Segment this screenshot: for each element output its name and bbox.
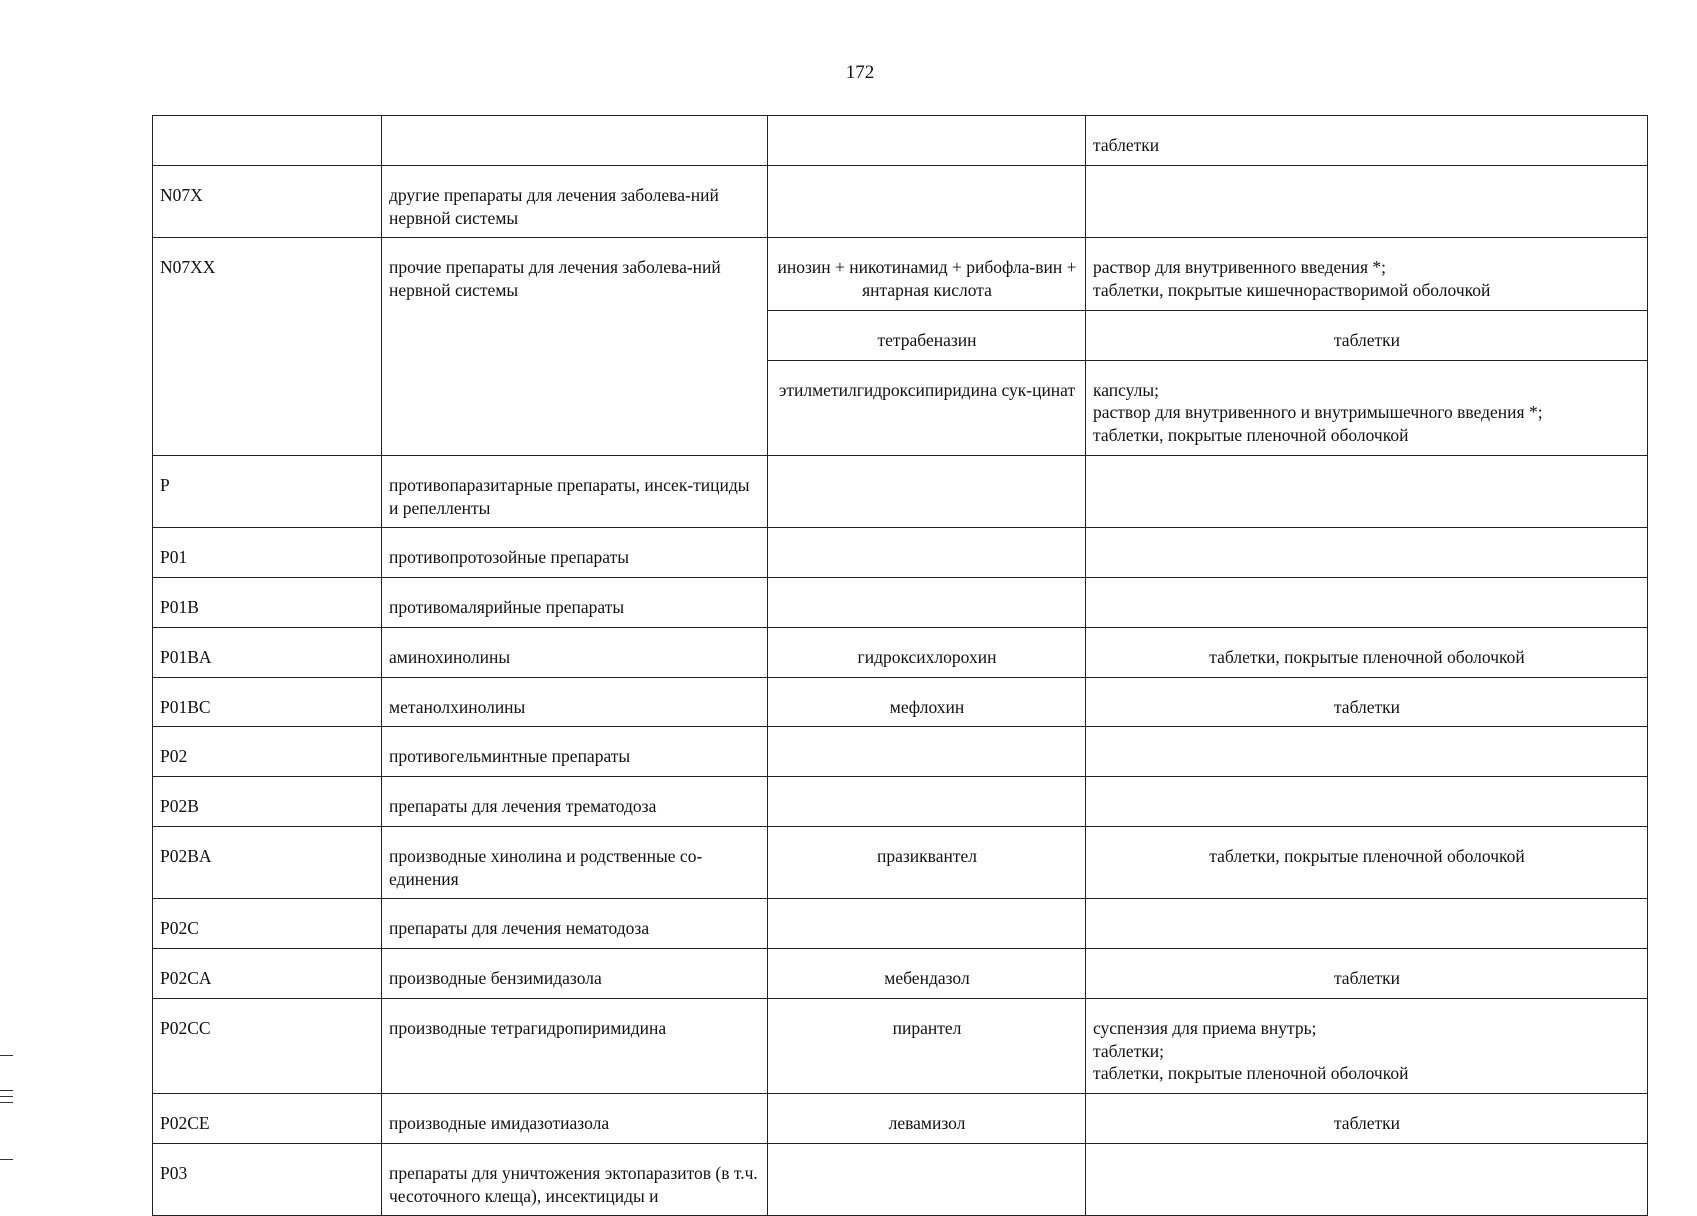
dosage-forms-cell — [1086, 1094, 1648, 1144]
drug-name-cell — [768, 777, 1086, 827]
atc-code-cell: P02CE — [153, 1094, 382, 1144]
dosage-forms-cell — [1086, 360, 1648, 455]
dosage-forms-cell — [1086, 727, 1648, 777]
dosage-form: таблетки — [1333, 696, 1401, 717]
dosage-forms-cell — [1086, 578, 1648, 628]
drug-name-cell: гидроксихлорохин — [768, 627, 1086, 677]
group-name-cell — [382, 116, 768, 166]
table-row — [153, 677, 1648, 727]
dosage-forms-cell — [1086, 777, 1648, 827]
group-name-cell: производные тетрагидропиримидина — [382, 998, 768, 1093]
table-row — [153, 1143, 1648, 1216]
atc-code-cell: P02BA — [153, 826, 382, 899]
dosage-forms-cell — [1086, 627, 1648, 677]
drug-name-cell — [768, 1143, 1086, 1216]
dosage-form: раствор для внутривенного и внутримышечного введения *; — [1093, 402, 1543, 423]
table-row — [153, 998, 1648, 1093]
atc-code-cell: P01B — [153, 578, 382, 628]
table-row — [153, 826, 1648, 899]
dosage-forms-cell — [1086, 455, 1648, 528]
dosage-form: таблетки — [1333, 968, 1401, 988]
drug-name-cell: этилметилгидроксипиридина сук-цинат — [768, 360, 1086, 455]
dosage-forms-cell — [1086, 998, 1648, 1093]
table-row — [153, 627, 1648, 677]
dosage-forms-cell — [1086, 677, 1648, 727]
dosage-forms-cell — [1086, 826, 1648, 899]
dosage-forms-cell — [1086, 1143, 1648, 1216]
atc-code-cell: P — [153, 455, 382, 528]
dosage-forms-cell — [1086, 899, 1648, 949]
group-name-cell: производные имидазотиазола — [382, 1094, 768, 1144]
dosage-forms-cell — [1086, 238, 1648, 311]
drug-name-cell: мефлохин — [768, 677, 1086, 727]
dosage-form: таблетки, покрытые пленочной оболочкой — [1209, 646, 1525, 667]
atc-code-cell: P03 — [153, 1143, 382, 1216]
group-name-cell: метанолхинолины — [382, 677, 768, 727]
group-name-cell: производные хинолина и родственные со-единения — [382, 826, 768, 899]
table-row — [153, 455, 1648, 528]
atc-code-cell: P01BC — [153, 677, 382, 727]
dosage-form: таблетки, покрытые кишечнорастворимой оболочкой — [1093, 280, 1491, 300]
table-row — [153, 116, 1648, 166]
atc-code-cell — [153, 116, 382, 166]
drug-name-cell: мебендазол — [768, 949, 1086, 999]
table-row — [153, 949, 1648, 999]
group-name-cell: противопаразитарные препараты, инсек-тициды и репелленты — [382, 455, 768, 528]
group-name-cell: противомалярийные препараты — [382, 578, 768, 628]
table-row — [153, 777, 1648, 827]
group-name-cell: противогельминтные препараты — [382, 727, 768, 777]
table-row — [153, 899, 1648, 949]
atc-code-cell: P02CC — [153, 998, 382, 1093]
drug-name-cell — [768, 727, 1086, 777]
dosage-form: таблетки, покрытые пленочной оболочкой — [1093, 425, 1409, 445]
dosage-forms-cell — [1086, 528, 1648, 578]
dosage-form: капсулы; — [1093, 379, 1160, 400]
atc-code-cell: P02CA — [153, 949, 382, 999]
atc-code-cell: P02B — [153, 777, 382, 827]
drug-name-cell: пирантел — [768, 998, 1086, 1093]
dosage-form: таблетки, покрытые пленочной оболочкой — [1209, 845, 1525, 866]
dosage-form: таблетки — [1333, 1113, 1401, 1133]
atc-code-cell: N07XX — [153, 238, 382, 456]
table-row — [153, 578, 1648, 628]
group-name-cell: препараты для лечения трематодоза — [382, 777, 768, 827]
drug-name-cell — [768, 165, 1086, 238]
atc-code-cell: N07X — [153, 165, 382, 238]
group-name-cell: прочие препараты для лечения заболева-ний нервной системы — [382, 238, 768, 456]
page-number: 172 — [845, 62, 875, 83]
drug-name-cell: тетрабеназин — [768, 310, 1086, 360]
group-name-cell: препараты для лечения нематодоза — [382, 899, 768, 949]
dosage-forms-cell — [1086, 116, 1648, 166]
group-name-cell: аминохинолины — [382, 627, 768, 677]
dosage-forms-cell — [1086, 949, 1648, 999]
dosage-form: раствор для внутривенного введения *; — [1093, 257, 1387, 278]
table-row — [153, 727, 1648, 777]
table-row — [153, 238, 1648, 311]
dosage-form: таблетки — [1093, 135, 1160, 155]
drug-name-cell — [768, 899, 1086, 949]
drug-name-cell: левамизол — [768, 1094, 1086, 1144]
group-name-cell: противопротозойные препараты — [382, 528, 768, 578]
atc-code-cell: P01BA — [153, 627, 382, 677]
dosage-form: таблетки, покрытые пленочной оболочкой — [1093, 1063, 1409, 1084]
table-row — [153, 165, 1648, 238]
atc-code-cell: P02 — [153, 727, 382, 777]
group-name-cell: препараты для уничтожения эктопаразитов (в т.ч. чесоточного клеща), инсектициды и — [382, 1143, 768, 1216]
dosage-form: таблетки — [1333, 329, 1401, 350]
table-row — [153, 1094, 1648, 1144]
group-name-cell: другие препараты для лечения заболева-ний нервной системы — [382, 165, 768, 238]
dosage-forms-cell — [1086, 310, 1648, 360]
dosage-form: таблетки; — [1093, 1040, 1164, 1061]
drug-name-cell — [768, 528, 1086, 578]
drug-name-cell: инозин + никотинамид + рибофла-вин + янтарная кислота — [768, 238, 1086, 311]
atc-code-cell: P01 — [153, 528, 382, 578]
group-name-cell: производные бензимидазола — [382, 949, 768, 999]
drug-name-cell — [768, 578, 1086, 628]
drug-name-cell — [768, 455, 1086, 528]
drug-classification-table — [152, 115, 1648, 1216]
dosage-form: суспензия для приема внутрь; — [1093, 1017, 1317, 1038]
drug-name-cell — [768, 116, 1086, 166]
atc-code-cell: P02C — [153, 899, 382, 949]
table-row — [153, 528, 1648, 578]
dosage-forms-cell — [1086, 165, 1648, 238]
drug-name-cell: празиквантел — [768, 826, 1086, 899]
